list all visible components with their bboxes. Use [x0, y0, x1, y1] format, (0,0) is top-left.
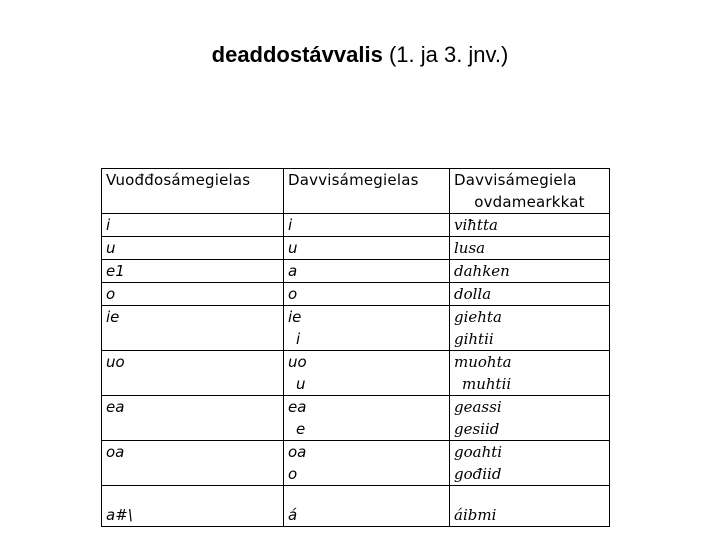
cell-proto: uo	[102, 351, 284, 396]
cell-line: giehta	[454, 308, 502, 326]
cell-line: muhtii	[462, 375, 512, 393]
cell-line: muohta	[454, 353, 512, 371]
cell-north: á	[284, 486, 450, 527]
header-line: ovdamearkkat	[474, 193, 585, 211]
header-cell	[450, 169, 610, 214]
cell-line: ie	[288, 308, 302, 326]
cell-proto: ie	[102, 306, 284, 351]
cell-line: goahti	[454, 443, 503, 461]
cell-example	[450, 306, 610, 351]
cell-line: gesiid	[454, 420, 500, 438]
header-cell: Davvisámegielas	[284, 169, 450, 214]
cell-example	[450, 351, 610, 396]
cell-proto: o	[102, 283, 284, 306]
cell-north: i	[284, 214, 450, 237]
cell-north	[284, 306, 450, 351]
cell-line: i	[296, 330, 301, 348]
table-row	[102, 351, 610, 396]
cell-line: gođiid	[454, 465, 502, 483]
cell-line: gihtii	[454, 330, 494, 348]
cell-line: uo	[288, 353, 307, 371]
table-header-row	[102, 169, 610, 214]
cell-north: u	[284, 237, 450, 260]
title-bold: deaddostávvalis	[211, 42, 383, 67]
cell-line: e	[296, 420, 306, 438]
cell-line: o	[288, 465, 298, 483]
cell-north: o	[284, 283, 450, 306]
table-row	[102, 306, 610, 351]
cell-proto: i	[102, 214, 284, 237]
title-rest: (1. ja 3. jnv.)	[382, 42, 509, 67]
slide-title	[0, 40, 720, 70]
cell-line: ea	[288, 398, 307, 416]
cell-example: dahken	[450, 260, 610, 283]
cell-line: u	[296, 375, 306, 393]
cell-line: geassi	[454, 398, 502, 416]
cell-proto: e1	[102, 260, 284, 283]
header-cell: Vuođđosámegielas	[102, 169, 284, 214]
cell-proto: a#\	[102, 486, 284, 527]
table-row	[102, 396, 610, 441]
header-line: Davvisámegiela	[454, 171, 577, 189]
cell-proto: ea	[102, 396, 284, 441]
cell-example	[450, 441, 610, 486]
cell-example: dolla	[450, 283, 610, 306]
table-row	[102, 237, 610, 260]
table-row	[102, 260, 610, 283]
cell-north	[284, 396, 450, 441]
cell-example: lusa	[450, 237, 610, 260]
cell-proto: u	[102, 237, 284, 260]
table-row	[102, 214, 610, 237]
vowel-table	[101, 168, 610, 527]
cell-proto: oa	[102, 441, 284, 486]
cell-north	[284, 351, 450, 396]
cell-north: a	[284, 260, 450, 283]
table-row	[102, 486, 610, 527]
cell-example	[450, 396, 610, 441]
table-row	[102, 441, 610, 486]
cell-example: viħtta	[450, 214, 610, 237]
cell-line: oa	[288, 443, 307, 461]
cell-north	[284, 441, 450, 486]
cell-example: áibmi	[450, 486, 610, 527]
table-row	[102, 283, 610, 306]
